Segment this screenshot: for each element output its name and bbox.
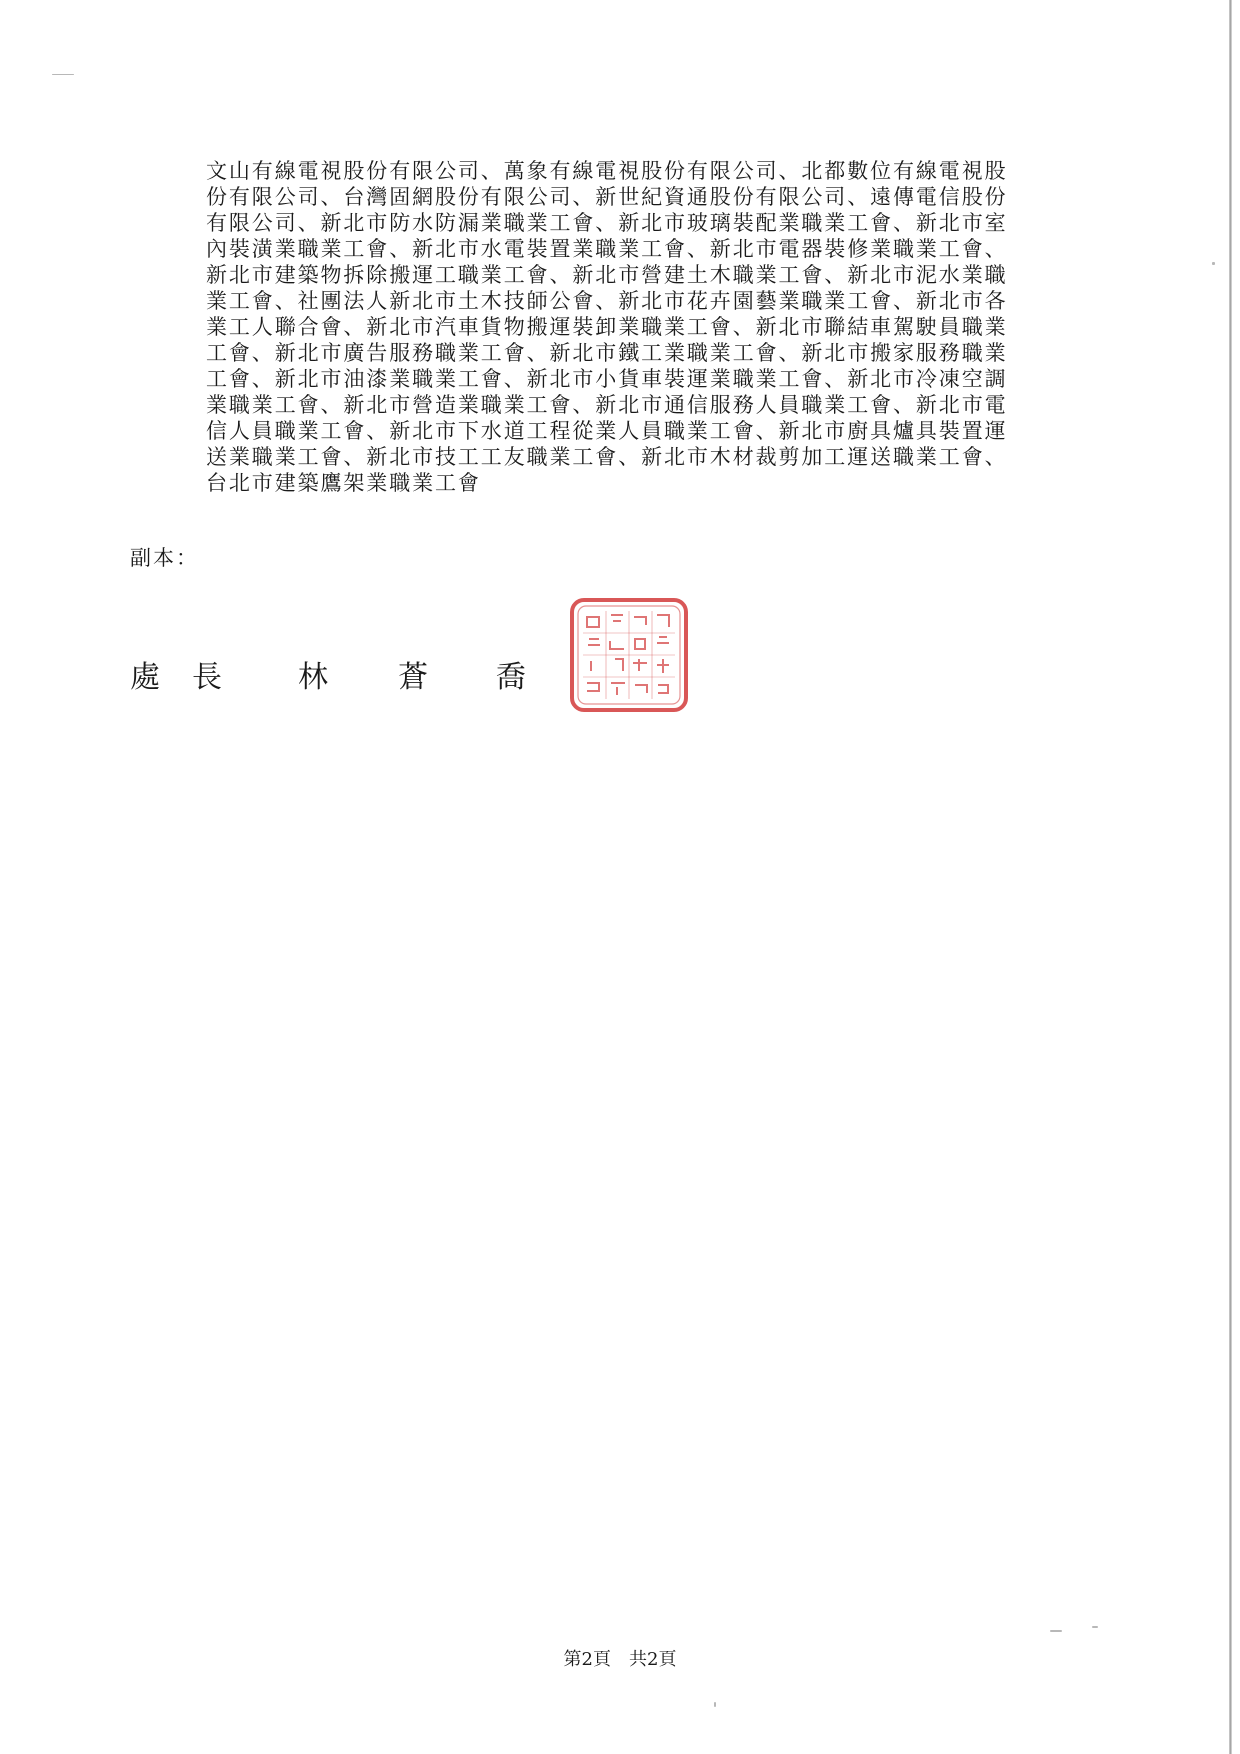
signatory-name-char: 林 [298, 660, 328, 695]
scan-speck [1092, 1626, 1098, 1628]
official-seal-icon [569, 597, 689, 713]
recipient-line: 業工人聯合會、新北市汽車貨物搬運裝卸業職業工會、新北市聯結車駕駛員職業 [206, 315, 1008, 339]
recipient-line: 文山有線電視股份有限公司、萬象有線電視股份有限公司、北都數位有線電視股 [206, 159, 1008, 183]
recipient-line: 台北市建築鷹架業職業工會 [206, 471, 481, 495]
recipient-line: 有限公司、新北市防水防漏業職業工會、新北市玻璃裝配業職業工會、新北市室 [206, 211, 1008, 235]
signatory-title-char: 長 [192, 660, 222, 695]
recipient-line: 業職業工會、新北市營造業職業工會、新北市通信服務人員職業工會、新北市電 [206, 393, 1008, 417]
page-total: 共2頁 [629, 1649, 677, 1670]
signatory-name-char: 喬 [496, 660, 526, 695]
page-number: 第2頁 [563, 1649, 611, 1670]
recipient-line: 信人員職業工會、新北市下水道工程從業人員職業工會、新北市廚具爐具裝置運 [206, 419, 1008, 443]
recipient-list [206, 158, 1090, 496]
signatory-title-char: 處 [130, 660, 160, 695]
recipient-line: 份有限公司、台灣固網股份有限公司、新世紀資通股份有限公司、遠傳電信股份 [206, 185, 1008, 209]
recipient-line: 工會、新北市廣告服務職業工會、新北市鐵工業職業工會、新北市搬家服務職業 [206, 341, 1008, 365]
scan-speck [714, 1702, 716, 1707]
recipient-line: 內裝潢業職業工會、新北市水電裝置業職業工會、新北市電器裝修業職業工會、 [206, 237, 1008, 261]
signatory-name-char: 蒼 [398, 660, 428, 695]
cc-label: 副本： [130, 546, 199, 570]
recipient-line: 新北市建築物拆除搬運工職業工會、新北市營建土木職業工會、新北市泥水業職 [206, 263, 1008, 287]
scan-speck [1050, 1630, 1062, 1632]
scan-speck [1212, 262, 1215, 265]
recipient-line: 工會、新北市油漆業職業工會、新北市小貨車裝運業職業工會、新北市冷凍空調 [206, 367, 1008, 391]
recipient-line: 送業職業工會、新北市技工工友職業工會、新北市木材裁剪加工運送職業工會、 [206, 445, 1008, 469]
scan-page-edge [1229, 0, 1232, 1754]
recipient-line: 業工會、社團法人新北市土木技師公會、新北市花卉園藝業職業工會、新北市各 [206, 289, 1008, 313]
scan-speck [52, 74, 74, 75]
page-footer [0, 1645, 1240, 1671]
